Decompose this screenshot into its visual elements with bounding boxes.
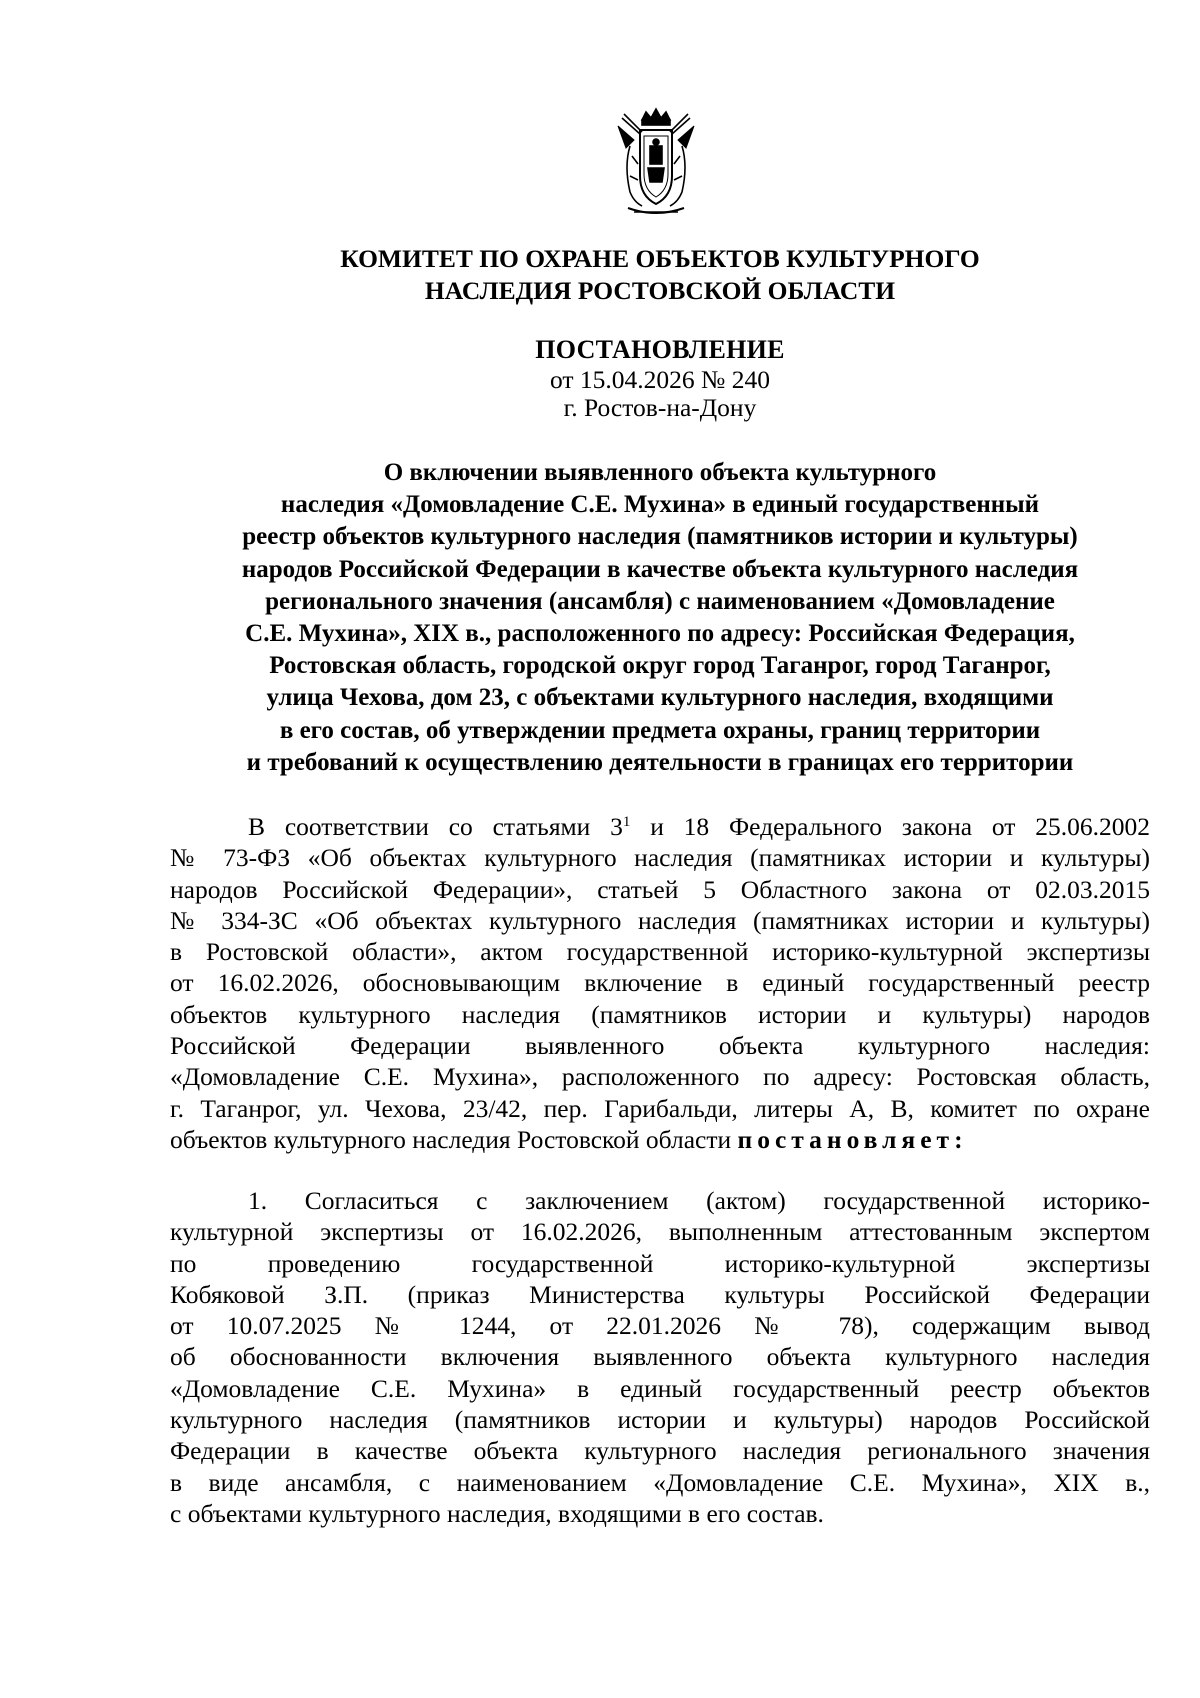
subject-line: и требований к осуществлению деятельности в границах его территории <box>246 748 1074 776</box>
document-city: г. Ростов-на-Дону <box>563 393 757 422</box>
clause-line: об обоснованности включения выявленного объекта культурного наследия <box>170 1342 1150 1372</box>
preamble-line: № 334-ЗС «Об объектах культурного наследия (памятниках истории и культуры) <box>170 905 1150 935</box>
preamble-line-start: В соответствии со статьями 3 <box>248 812 623 841</box>
preamble-line: народов Российской Федерации», статьей 5 Областного закона от 02.03.2015 <box>170 874 1150 904</box>
subject-line: С.Е. Мухина», XIX в., расположенного по адресу: Российская Федерация, <box>245 620 1075 648</box>
subject-line: в его состав, об утверждении предмета охраны, границ территории <box>279 716 1041 744</box>
preamble-line: от 16.02.2026, обосновывающим включение в единый государственный реестр <box>170 968 1150 998</box>
document-subject <box>170 457 1150 779</box>
clause-line: культурного наследия (памятников истории и культуры) народов Российской <box>170 1405 1150 1435</box>
preamble-line: «Домовладение С.Е. Мухина», расположенного по адресу: Ростовская область, <box>170 1062 1150 1092</box>
decree-header <box>170 334 1150 422</box>
clause-line: Федерации в качестве объекта культурного наследия регионального значения <box>170 1436 1150 1466</box>
clause-1-paragraph <box>170 1185 1150 1529</box>
resolves-word: постановляет: <box>737 1124 968 1154</box>
article-superscript: 1 <box>622 814 631 830</box>
document-date-number: от 15.04.2026 № 240 <box>549 365 770 394</box>
preamble-line: в Ростовской области», актом государственной историко-культурной экспертизы <box>170 937 1150 967</box>
preamble-line <box>170 811 1150 842</box>
clause-line: от 10.07.2025 № 1244, от 22.01.2026 № 78), содержащим вывод <box>170 1311 1150 1341</box>
preamble-line: № 73-ФЗ «Об объектах культурного наследия (памятниках истории и культуры) <box>170 843 1150 873</box>
clause-line: в виде ансамбля, с наименованием «Домовладение С.Е. Мухина», XIX в., <box>170 1467 1150 1497</box>
subject-line: народов Российской Федерации в качестве объекта культурного наследия <box>241 555 1079 583</box>
preamble-line: объектов культурного наследия (памятников истории и культуры) народов <box>170 999 1150 1029</box>
subject-line: регионального значения (ансамбля) с наименованием «Домовладение <box>265 587 1055 615</box>
subject-line: реестр объектов культурного наследия (памятников истории и культуры) <box>242 523 1078 551</box>
clause-line: по проведению государственной историко-культурной экспертизы <box>170 1248 1150 1278</box>
clause-line: 1. Согласиться с заключением (актом) государственной историко- <box>248 1186 1150 1215</box>
clause-line: культурной экспертизы от 16.02.2026, выполненным аттестованным экспертом <box>170 1217 1150 1247</box>
coat-of-arms-icon <box>612 106 700 218</box>
preamble-last-line-start: объектов культурного наследия Ростовской области <box>170 1124 738 1154</box>
committee-name-line-2: НАСЛЕДИЯ РОСТОВСКОЙ ОБЛАСТИ <box>424 276 896 305</box>
subject-line: О включении выявленного объекта культурного <box>383 459 937 486</box>
preamble-line-end: и 18 Федерального закона от 25.06.2002 <box>630 812 1150 841</box>
subject-line: Ростовская область, городской округ город Таганрог, город Таганрог, <box>269 652 1051 680</box>
subject-line: улица Чехова, дом 23, с объектами культурного наследия, входящими <box>266 684 1054 712</box>
subject-line: наследия «Домовладение С.Е. Мухина» в единый государственный <box>280 491 1040 519</box>
clause-line: Кобяковой З.П. (приказ Министерства культуры Российской Федерации <box>170 1279 1150 1309</box>
preamble-line: г. Таганрог, ул. Чехова, 23/42, пер. Гарибальди, литеры А, В, комитет по охране <box>170 1093 1150 1123</box>
preamble-line <box>170 1124 1150 1155</box>
document-type: ПОСТАНОВЛЕНИЕ <box>535 335 785 364</box>
committee-name <box>170 243 1150 307</box>
clause-line: «Домовладение С.Е. Мухина» в единый государственный реестр объектов <box>170 1373 1150 1403</box>
preamble-line: Российской Федерации выявленного объекта культурного наследия: <box>170 1031 1150 1061</box>
clause-line: с объектами культурного наследия, входящими в его состав. <box>170 1498 824 1528</box>
preamble-paragraph <box>170 811 1150 1155</box>
committee-name-line-1: КОМИТЕТ ПО ОХРАНЕ ОБЪЕКТОВ КУЛЬТУРНОГО <box>340 244 980 273</box>
